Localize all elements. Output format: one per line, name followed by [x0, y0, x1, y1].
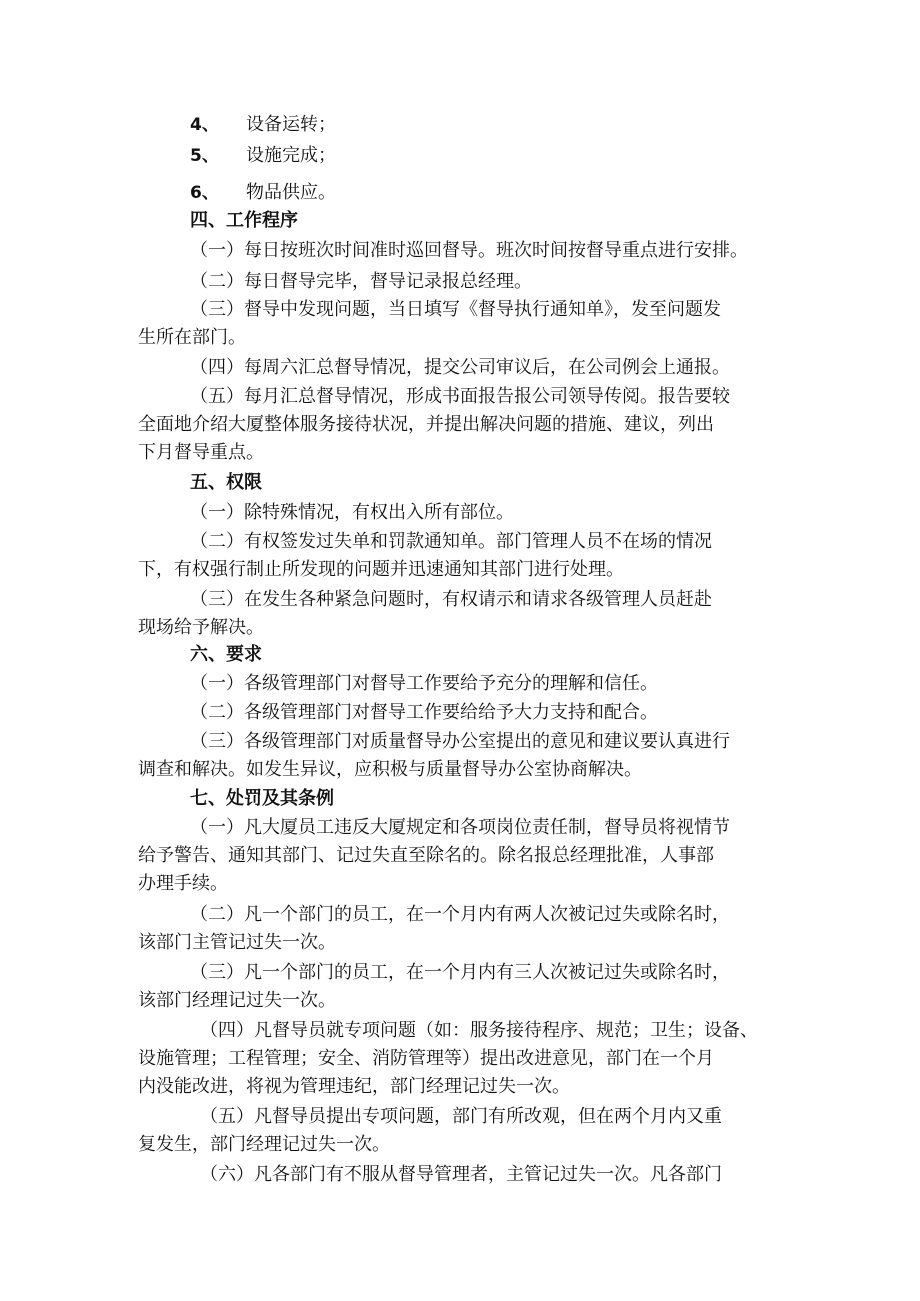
paragraph-line: 该部门经理记过失一次。: [138, 990, 336, 1011]
item-number: 4、: [190, 115, 219, 135]
item-text: 物品供应。: [246, 182, 336, 203]
section-heading: 六、要求: [190, 644, 262, 665]
section-heading: 四、工作程序: [190, 210, 298, 231]
paragraph-line: （一）凡大厦员工违反大厦规定和各项岗位责任制，督导员将视情节: [190, 817, 730, 838]
paragraph-line: （六）凡各部门有不服从督导管理者，主管记过失一次。凡各部门: [200, 1164, 722, 1185]
item-text: 设备运转；: [246, 114, 336, 135]
paragraph-line: （五）每月汇总督导情况，形成书面报告报公司领导传阅。报告要较: [190, 386, 730, 407]
paragraph-line: （一）除特殊情况，有权出入所有部位。: [190, 502, 514, 523]
paragraph-line: 下月督导重点。: [138, 442, 264, 463]
paragraph-line: 生所在部门。: [138, 327, 246, 348]
paragraph-line: （五）凡督导员提出专项问题，部门有所改观，但在两个月内又重: [200, 1106, 722, 1127]
item-number: 5、: [190, 146, 219, 166]
section-heading: 七、处罚及其条例: [190, 788, 334, 809]
paragraph-line: 该部门主管记过失一次。: [138, 932, 336, 953]
paragraph-line: 给予警告、通知其部门、记过失直至除名的。除名报总经理批准，人事部: [138, 845, 714, 866]
paragraph-line: （三）凡一个部门的员工，在一个月内有三人次被记过失或除名时，: [190, 962, 730, 983]
section-heading: 五、权限: [190, 472, 262, 493]
paragraph-line: 下，有权强行制止所发现的问题并迅速通知其部门进行处理。: [138, 559, 624, 580]
paragraph-line: （四）凡督导员就专项问题（如：服务接待程序、规范；卫生；设备、: [200, 1020, 758, 1041]
paragraph-line: 复发生，部门经理记过失一次。: [138, 1134, 390, 1155]
paragraph-line: （一）各级管理部门对督导工作要给予充分的理解和信任。: [190, 673, 658, 694]
paragraph-line: （三）督导中发现问题，当日填写《督导执行通知单》，发至问题发: [190, 299, 721, 320]
paragraph-line: （二）有权签发过失单和罚款通知单。部门管理人员不在场的情况: [190, 531, 712, 552]
item-number: 6、: [190, 183, 219, 203]
paragraph-line: （二）每日督导完毕，督导记录报总经理。: [190, 271, 532, 292]
paragraph-line: 办理手续。: [138, 873, 228, 894]
paragraph-line: 全面地介绍大厦整体服务接待状况，并提出解决问题的措施、建议，列出: [138, 414, 714, 435]
paragraph-line: 调查和解决。如发生异议，应积极与质量督导办公室协商解决。: [138, 759, 642, 780]
paragraph-line: 内没能改进，将视为管理违纪，部门经理记过失一次。: [138, 1076, 570, 1097]
paragraph-line: （四）每周六汇总督导情况，提交公司审议后，在公司例会上通报。: [190, 357, 730, 378]
paragraph-line: 现场给予解决。: [138, 617, 264, 638]
paragraph-line: （二）凡一个部门的员工，在一个月内有两人次被记过失或除名时，: [190, 904, 730, 925]
paragraph-line: （三）各级管理部门对质量督导办公室提出的意见和建议要认真进行: [190, 731, 730, 752]
paragraph-line: 设施管理；工程管理；安全、消防管理等）提出改进意见，部门在一个月: [138, 1048, 714, 1069]
paragraph-line: （一）每日按班次时间准时巡回督导。班次时间按督导重点进行安排。: [190, 240, 748, 261]
item-text: 设施完成；: [246, 145, 336, 166]
paragraph-line: （三）在发生各种紧急问题时，有权请示和请求各级管理人员赶赴: [190, 589, 712, 610]
paragraph-line: （二）各级管理部门对督导工作要给给予大力支持和配合。: [190, 702, 658, 723]
